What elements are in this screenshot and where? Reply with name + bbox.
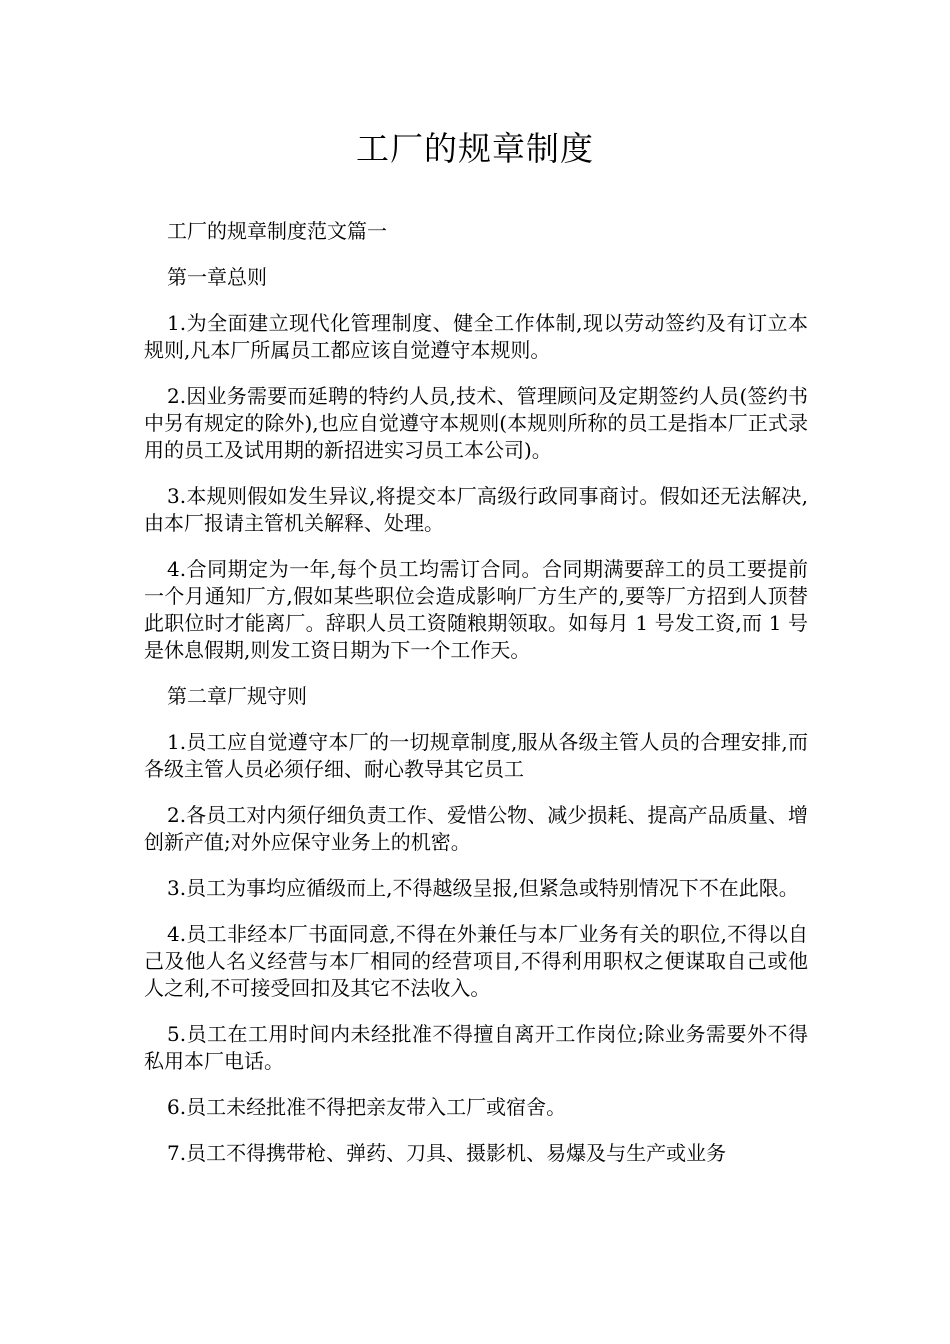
- chapter-heading: 第二章厂规守则: [167, 684, 307, 708]
- body-paragraph: 4.合同期定为一年,每个员工均需订合同。合同期满要辞工的员工要提前一个月通知厂方,假如某些职位会造成影响厂方生产的,要等厂方招到人顶替此职位时才能离厂。辞职人员工资随粮期领取。如每月 1 号发工资,而 1 号是休息假期,则发工资日期为下一个工作天。: [144, 557, 808, 662]
- body-paragraph: 3.员工为事均应循级而上,不得越级呈报,但紧急或特别情况下不在此限。: [167, 876, 799, 900]
- chapter-heading: 第一章总则: [167, 265, 267, 289]
- body-paragraph: 4.员工非经本厂书面同意,不得在外兼任与本厂业务有关的职位,不得以自己及他人名义经营与本厂相同的经营项目,不得利用职权之便谋取自己或他人之利,不可接受回扣及其它不法收入。: [144, 922, 808, 1000]
- document-title: 工厂的规章制度: [356, 129, 594, 168]
- body-paragraph: 1.为全面建立现代化管理制度、健全工作体制,现以劳动签约及有订立本规则,凡本厂所属员工都应该自觉遵守本规则。: [144, 311, 808, 362]
- body-paragraph: 2.各员工对内须仔细负责工作、爱惜公物、减少损耗、提高产品质量、增创新产值;对外应保守业务上的机密。: [144, 803, 808, 854]
- subtitle-paragraph: 工厂的规章制度范文篇一: [167, 219, 387, 243]
- body-paragraph: 2.因业务需要而延聘的特约人员,技术、管理顾问及定期签约人员(签约书中另有规定的除外),也应自觉遵守本规则(本规则所称的员工是指本厂正式录用的员工及试用期的新招进实习员工本公司)。: [144, 384, 808, 462]
- body-paragraph: 6.员工未经批准不得把亲友带入工厂或宿舍。: [167, 1095, 567, 1119]
- body-paragraph: 1.员工应自觉遵守本厂的一切规章制度,服从各级主管人员的合理安排,而各级主管人员必须仔细、耐心教导其它员工: [144, 730, 808, 781]
- document-body: [144, 218, 808, 1186]
- body-paragraph: 5.员工在工用时间内未经批准不得擅自离开工作岗位;除业务需要外不得私用本厂电话。: [144, 1022, 808, 1073]
- body-paragraph: 7.员工不得携带枪、弹药、刀具、摄影机、易爆及与生产或业务: [167, 1141, 727, 1165]
- body-paragraph: 3.本规则假如发生异议,将提交本厂高级行政同事商讨。假如还无法解决,由本厂报请主管机关解释、处理。: [144, 484, 808, 535]
